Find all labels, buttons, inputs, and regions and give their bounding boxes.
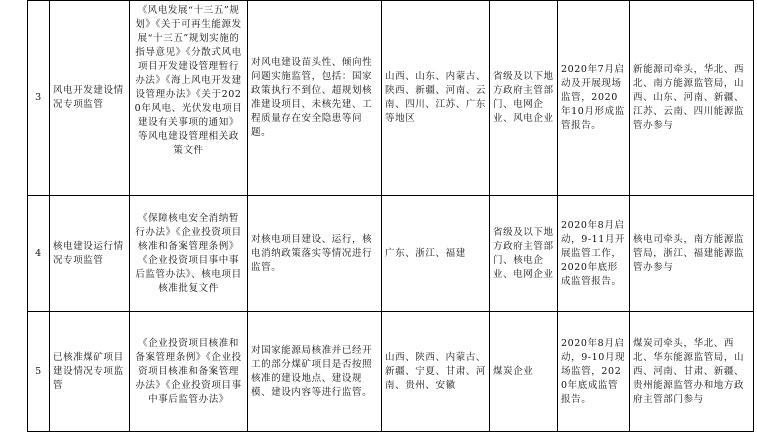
row-number: 4 [28, 196, 50, 312]
row-number: 3 [28, 1, 50, 196]
supervision-scope: 广东、浙江、福建 [382, 196, 490, 312]
supervision-content: 对核电项目建设、运行，核电消纳政策落实等情况进行监管。 [248, 196, 382, 312]
policy-basis: 《风电发展“十三五”规划》《关于可再生能源发展“十三五”规划实施的指导意见》《分散式风电项目开发建设管理暂行办法》《海上风电开发建设管理办法》《关于2020年风电、光伏发电项目建设有关事项的通知》等风电建设管理相关政策文件 [130, 1, 248, 196]
table-row [28, 1, 754, 196]
supervision-objects: 省级及以下地方政府主管部门、核电企业、电网企业 [490, 196, 558, 312]
time-schedule: 2020年7月启动及开展现场监管，2020年10月形成监管报告。 [558, 1, 630, 196]
supervision-content: 对国家能源局核准并已经开工的部分煤矿项目是否按照核准的建设地点、建设规模、建设内容等进行监管。 [248, 312, 382, 432]
project-name: 已核准煤矿项目建设情况专项监管 [50, 312, 130, 432]
project-name: 核电建设运行情况专项监管 [50, 196, 130, 312]
project-name: 风电开发建设情况专项监管 [50, 1, 130, 196]
supervision-scope: 山西、陕西、内蒙古、新疆、宁夏、甘肃、河南、贵州、安徽 [382, 312, 490, 432]
policy-basis: 《企业投资项目核准和备案管理条例》《企业投资项目核准和备案管理办法》《企业投资项目事中事后监管办法》 [130, 312, 248, 432]
supervision-table [27, 0, 754, 432]
policy-basis: 《保障核电安全消纳暂行办法》《企业投资项目核准和备案管理条例》《企业投资项目事中事后监管办法》、核电项目核准批复文件 [130, 196, 248, 312]
time-schedule: 2020年8月启动，9-11月开展监管工作，2020年底形成监管报告。 [558, 196, 630, 312]
responsible-units: 核电司牵头，南方能源监管局，浙江、福建能源监管办参与 [630, 196, 754, 312]
responsible-units: 煤炭司牵头，华北、西北、华东能源监管局，山西、河南、甘肃、新疆、贵州能源监管办和地方政府主管部门参与 [630, 312, 754, 432]
supervision-objects: 省级及以下地方政府主管部门、电网企业、风电企业 [490, 1, 558, 196]
table-row [28, 312, 754, 432]
table-row [28, 196, 754, 312]
row-number: 5 [28, 312, 50, 432]
time-schedule: 2020年8月启动，9-10月现场监管，2020年底成监管报告。 [558, 312, 630, 432]
supervision-objects: 煤炭企业 [490, 312, 558, 432]
responsible-units: 新能源司牵头，华北、西北、南方能源监管局，山西、山东、河南、新疆、江苏、云南、四川能源监管办参与 [630, 1, 754, 196]
supervision-content: 对风电建设苗头性、倾向性问题实施监管，包括：国家政策执行不到位、超规划核准建设项目、未核先建、工程质量存在安全隐患等问题。 [248, 1, 382, 196]
supervision-scope: 山西、山东、内蒙古、陕西、新疆、河南、云南、四川、江苏、广东等地区 [382, 1, 490, 196]
